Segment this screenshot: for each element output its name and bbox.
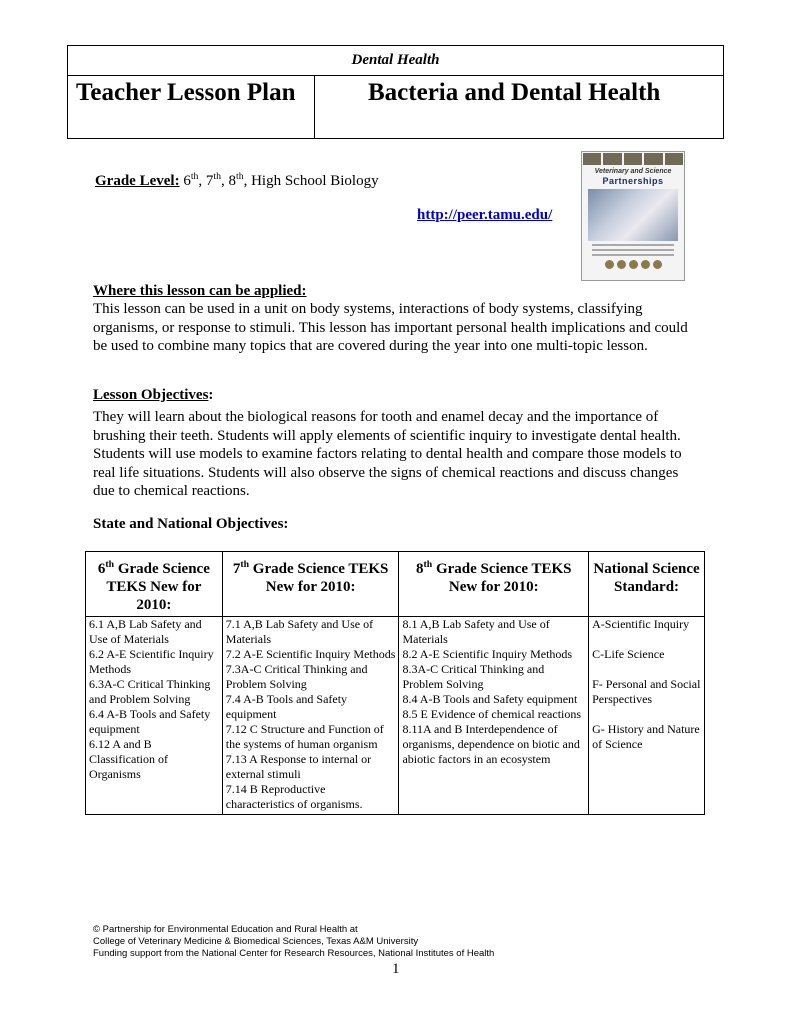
list-item: 7.2 A-E Scientific Inquiry Methods <box>225 647 396 661</box>
list-item: 7.13 A Response to internal or external stimuli <box>225 752 372 781</box>
header-grade-8: 8th Grade Science TEKS New for 2010: <box>399 552 589 617</box>
table-header-row <box>86 552 705 617</box>
list-item: F- Personal and Social Perspectives <box>592 677 701 706</box>
col-grade-8 <box>399 617 589 815</box>
header-grade-7: 7th Grade Science TEKS New for 2010: <box>222 552 399 617</box>
poster-subtitle: Veterinary and Science <box>594 168 672 175</box>
header-national: National Science Standard: <box>589 552 705 617</box>
state-heading: State and National Objectives: <box>93 516 289 532</box>
poster-title: Partnerships <box>602 176 664 186</box>
list-item: G- History and Nature of Science <box>592 722 700 751</box>
list-item: 8.3A-C Critical Thinking and Problem Solving <box>402 662 545 691</box>
footer <box>93 924 494 960</box>
list-item: 6.2 A-E Scientific Inquiry Methods <box>89 647 214 676</box>
list-item: 7.1 A,B Lab Safety and Use of Materials <box>225 617 374 646</box>
poster-logos <box>582 260 684 269</box>
list-item: 6.1 A,B Lab Safety and Use of Materials <box>89 617 202 646</box>
header-box <box>67 45 724 139</box>
list-item: 6.4 A-B Tools and Safety equipment <box>89 707 211 736</box>
col-grade-7 <box>222 617 399 815</box>
objectives-heading: Lesson Objectives: <box>93 387 214 403</box>
footer-line-1: © Partnership for Environmental Education and Rural Health at <box>93 924 358 935</box>
objectives-text: They will learn about the biological reasons for tooth and enamel decay and the importance of brushing their teeth. Students will apply elements of scientific inquiry to investigate dental health. Students will use models to examine factors relating to dental health and compare those models to real life situations. Students will also observe the signs of chemical reactions and discuss changes due to chemical reactions. <box>93 409 682 499</box>
grade-6: 6th <box>183 171 199 189</box>
list-item: 8.1 A,B Lab Safety and Use of Materials <box>402 617 550 646</box>
poster-photo <box>588 189 678 241</box>
lesson-plan-title: Teacher Lesson Plan <box>68 76 315 139</box>
header-title-row <box>68 76 723 139</box>
grade-8: 8th <box>228 171 244 189</box>
list-item: 7.14 B Reproductive characteristics of organisms. <box>225 782 363 811</box>
page-number: 1 <box>392 961 400 977</box>
list-item: 7.4 A-B Tools and Safety equipment <box>225 692 348 721</box>
applied-heading: Where this lesson can be applied: <box>93 283 307 299</box>
col-grade-6 <box>86 617 223 815</box>
grade-level: Grade Level: 6th, 7th, 8th, High School Biology <box>95 171 379 189</box>
list-item: 6.12 A and B Classification of Organisms <box>89 737 168 781</box>
list-item: 7.12 C Structure and Function of the systems of human organism <box>225 722 384 751</box>
lesson-title: Bacteria and Dental Health <box>368 79 661 106</box>
poster-text-lines <box>582 244 684 256</box>
list-item: C-Life Science <box>592 647 665 661</box>
list-item: 7.3A-C Critical Thinking and Problem Solving <box>225 662 368 691</box>
col-national <box>589 617 705 815</box>
header-grade-6: 6th Grade Science TEKS New for 2010: <box>86 552 223 617</box>
footer-line-3: Funding support from the National Center for Research Resources, National Institutes of Health <box>93 948 495 959</box>
list-item: 8.2 A-E Scientific Inquiry Methods <box>402 647 573 661</box>
grade-level-label: Grade Level: <box>95 173 180 189</box>
grade-7: 7th <box>205 171 221 189</box>
list-item: 8.4 A-B Tools and Safety equipment <box>402 692 578 706</box>
footer-line-2: College of Veterinary Medicine & Biomedical Sciences, Texas A&M University <box>93 936 419 947</box>
applied-text: This lesson can be used in a unit on body systems, interactions of body systems, classifying organisms, or response to stimuli. This lesson has important personal health implications and could be used to combine many topics that are covered during the year into one multi-topic lesson. <box>93 301 688 354</box>
list-item: 8.5 E Evidence of chemical reactions <box>402 707 582 721</box>
objectives-table <box>85 551 705 815</box>
table-row <box>86 617 705 815</box>
header-topic: Dental Health <box>68 46 723 76</box>
list-item: 8.11A and B Interdependence of organisms, dependence on biotic and abiotic factors in an ecosystem <box>402 722 580 766</box>
list-item: A-Scientific Inquiry <box>592 617 690 631</box>
list-item: 6.3A-C Critical Thinking and Problem Solving <box>89 677 211 706</box>
peer-link[interactable]: http://peer.tamu.edu/ <box>417 207 553 223</box>
grade-extra: High School Biology <box>251 173 379 189</box>
partnerships-poster <box>581 151 685 281</box>
poster-photo-strip <box>582 152 684 166</box>
